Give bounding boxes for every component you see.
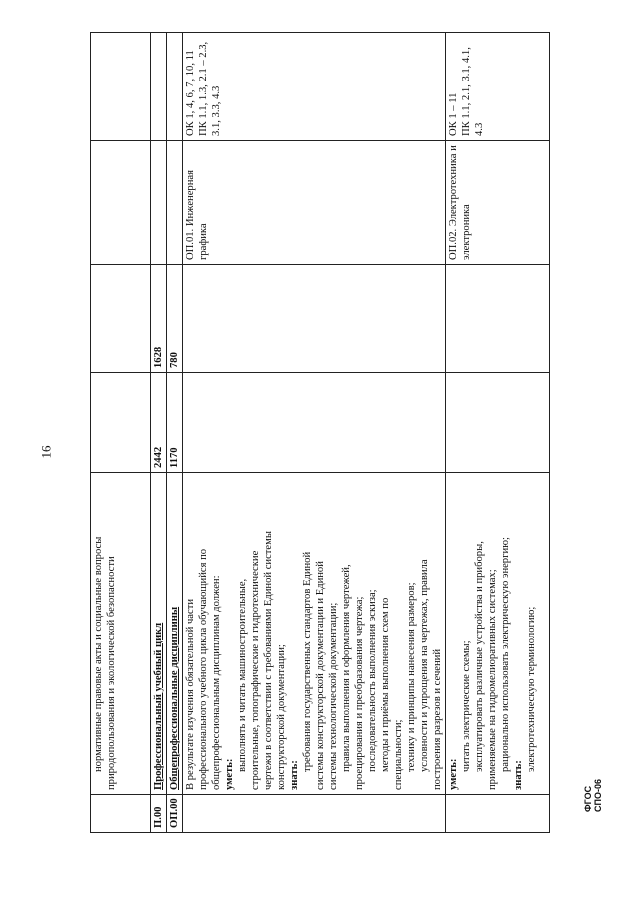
code-cell — [183, 795, 446, 833]
znat-line: методы и приёмы выполнения схем по — [380, 597, 392, 772]
znat-label: знать: — [513, 760, 525, 790]
code-cell — [446, 795, 550, 833]
znat-line: условности и упрощения на чертежах, правила — [419, 559, 431, 772]
code-cell — [91, 795, 151, 833]
page-number: 16 — [38, 445, 54, 459]
code-cell: П.00 — [151, 795, 167, 833]
obligatory-hours: 780 — [167, 265, 183, 373]
competencies: ОК 1 – 11 ПК 1.1, 2.1, 3.1, 4.1, 4.3 — [446, 33, 550, 141]
table-row — [151, 33, 167, 833]
znat-line: последовательность выполнения эскиза; — [367, 589, 379, 772]
table-row — [183, 33, 446, 833]
content-cell — [446, 473, 550, 795]
znat-line: технику и принципы нанесения размеров; — [406, 582, 418, 772]
footer-code: ФГОС СПО-06 — [583, 779, 603, 812]
discipline-name: ОП.01. Инженерная графика — [183, 141, 446, 265]
intro-line: профессионального учебного цикла обучающийся по — [198, 548, 210, 790]
umet-line: читать электрические схемы; — [461, 640, 473, 772]
intro-line: В результате изучения обязательной части — [185, 598, 197, 790]
intro-line: общепрофессиональным дисциплинам должен: — [211, 575, 223, 790]
umet-line: выполнять и читать машиностроительные, — [237, 578, 249, 772]
content-line: природопользования и экологической безопасности — [106, 556, 118, 790]
table-row — [91, 33, 151, 833]
umet-label: уметь: — [448, 758, 460, 790]
znat-line: проецирования и преобразования чертежа; — [354, 596, 366, 790]
znat-label: знать: — [289, 760, 301, 790]
umet-line: рационально использовать электрическую энергию; — [500, 537, 512, 772]
content-line: нормативные правовые акты и социальные вопросы — [93, 536, 104, 772]
znat-line: специальности; — [393, 719, 405, 790]
umet-label: уметь: — [224, 758, 236, 790]
znat-line: системы технологической документации; — [328, 602, 340, 790]
umet-line: строительные, топографические и гидротехнические — [250, 550, 262, 790]
umet-line: чертежи в соответствии с требованиями Единой системы — [263, 531, 275, 790]
content-cell — [183, 473, 446, 795]
znat-line: требования государственных стандартов Единой — [302, 551, 314, 772]
znat-line: электротехническую терминологию; — [526, 606, 538, 772]
znat-line: системы конструкторской документации и Единой — [315, 561, 327, 790]
umet-line: эксплуатировать различные устройства и приборы, — [474, 541, 486, 772]
table-row — [446, 33, 550, 833]
discipline-name: ОП.02. Электротехника и электроника — [446, 141, 550, 265]
competencies: ОК 1, 4, 6, 7, 10, 11 ПК 1.1, 1.3, 2.1 – 2.3, 3.1, 3.3, 4.3 — [183, 33, 446, 141]
max-hours: 1170 — [167, 373, 183, 473]
code-cell: ОП.00 — [167, 795, 183, 833]
obligatory-hours: 1628 — [151, 265, 167, 373]
umet-line: применяемые на гидромелиоративных системах; — [487, 569, 499, 790]
umet-line: конструкторской документации; — [276, 644, 288, 790]
curriculum-table-sheet — [90, 33, 550, 833]
znat-line: построения разрезов и сечений — [432, 649, 444, 790]
znat-line: правила выполнения и оформления чертежей, — [341, 564, 353, 772]
content-cell — [91, 473, 151, 795]
table-row — [167, 33, 183, 833]
curriculum-table — [90, 32, 550, 833]
cycle-name: Общепрофессиональные дисциплины — [167, 473, 183, 795]
max-hours: 2442 — [151, 373, 167, 473]
cycle-name: Профессиональный учебный цикл — [151, 473, 167, 795]
